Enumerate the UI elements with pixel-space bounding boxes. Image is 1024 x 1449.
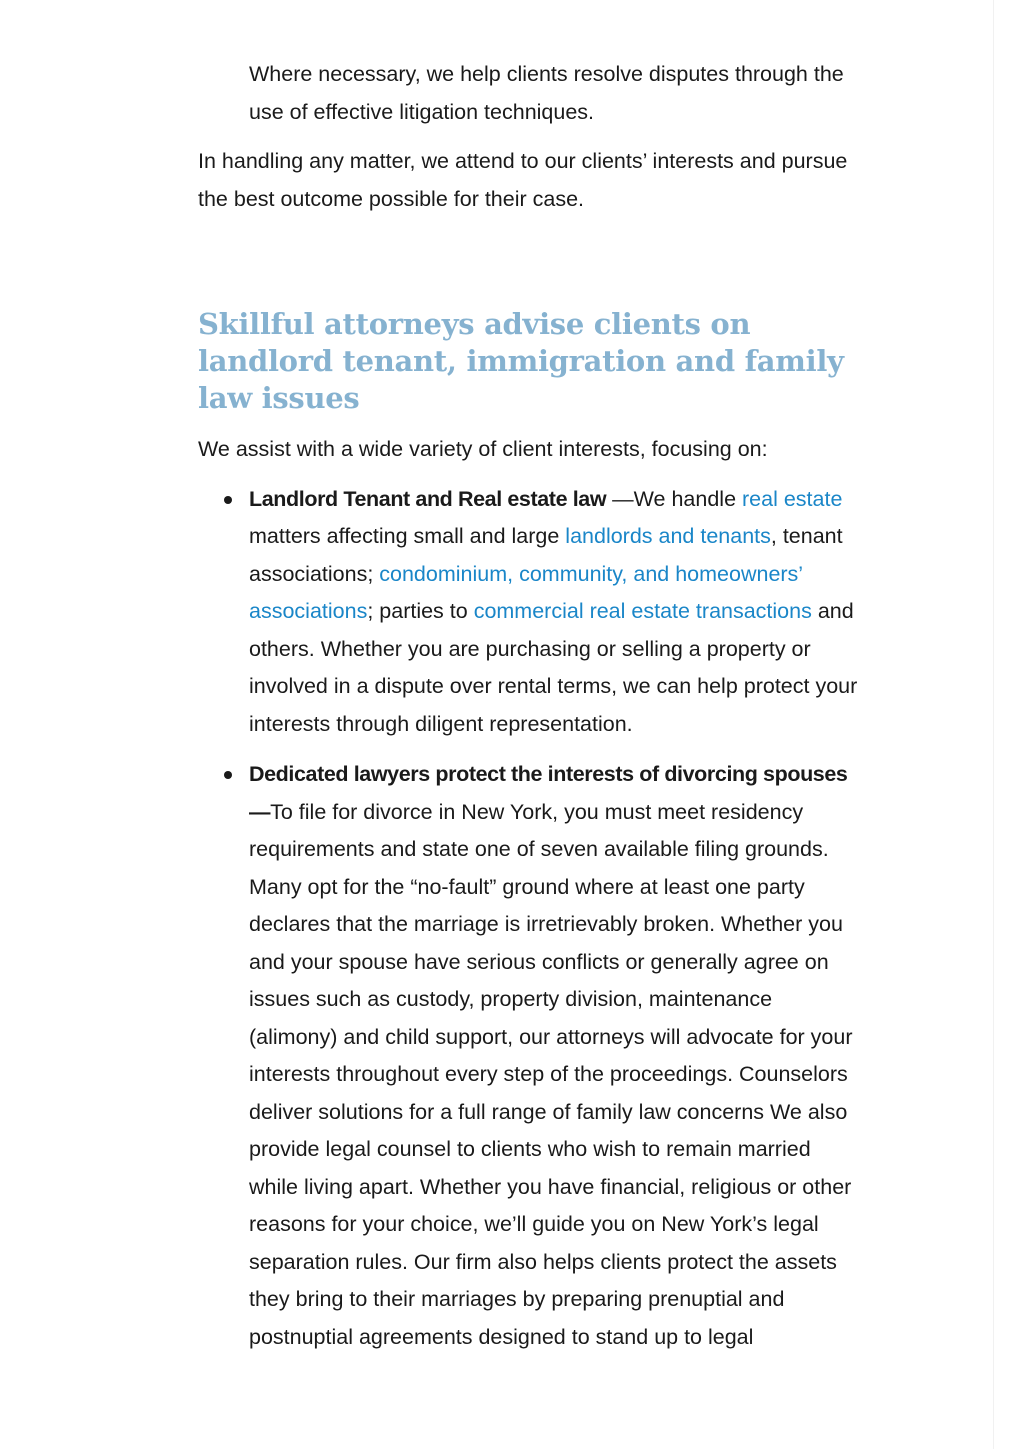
section-intro: We assist with a wide variety of client interests, focusing on: <box>198 437 768 461</box>
item-lead: Dedicated lawyers protect the interests of divorcing spouses— <box>249 762 848 824</box>
real-estate-link[interactable]: real estate <box>742 486 843 511</box>
associations-link[interactable]: condominium, community, and homeowners’ associations <box>249 561 803 623</box>
landlords-tenants-link[interactable]: landlords and tenants <box>565 524 771 548</box>
bullet-icon <box>224 496 232 504</box>
list-item-landlord-tenant <box>198 481 864 744</box>
practice-area-list <box>198 481 864 1357</box>
litigation-paragraph: Where necessary, we help clients resolve disputes through the use of effective litigation techniques. <box>249 62 844 124</box>
section-heading: Skillful attorneys advise clients on landlord tenant, immigration and family law issues <box>198 307 844 415</box>
item-text: and others. Whether you are purchasing or selling a property or involved in a dispute over rental terms, we can help protect your interests through diligent representation. <box>249 599 858 736</box>
item-text: matters affecting small and large <box>249 524 566 548</box>
item-text: —We handle <box>606 486 743 511</box>
item-text: ; parties to <box>367 599 474 623</box>
bullet-icon <box>224 771 232 779</box>
page-edge-divider <box>993 0 994 1449</box>
item-text: , tenant associations; <box>249 524 843 586</box>
outcome-paragraph: In handling any matter, we attend to our clients’ interests and pursue the best outcome possible for their case. <box>198 149 848 211</box>
list-item-divorce <box>198 756 864 1356</box>
content-column <box>198 56 864 1369</box>
item-text: To file for divorce in New York, you must meet residency requirements and state one of seven available filing grounds. Many opt for the “no-fault” ground where at least one party declares that the marriage is irretrievably broken. Whether you and your spouse have serious conflicts or generally agree on issues such as custody, property division, maintenance (alimony) and child support, our attorneys will advocate for your interests throughout every step of the proceedings. Counselors deliver solutions for a full range of family law concerns We also provide legal counsel to clients who wish to remain married while living apart. Whether you have financial, religious or other reasons for your choice, we’ll guide you on New York’s legal separation rules. Our firm also helps clients protect the assets they bring to their marriages by preparing prenuptial and postnuptial agreements designed to stand up to legal <box>249 799 853 1349</box>
item-lead: Landlord Tenant and Real estate law <box>249 486 607 511</box>
commercial-real-estate-link[interactable]: commercial real estate transactions <box>473 599 812 623</box>
